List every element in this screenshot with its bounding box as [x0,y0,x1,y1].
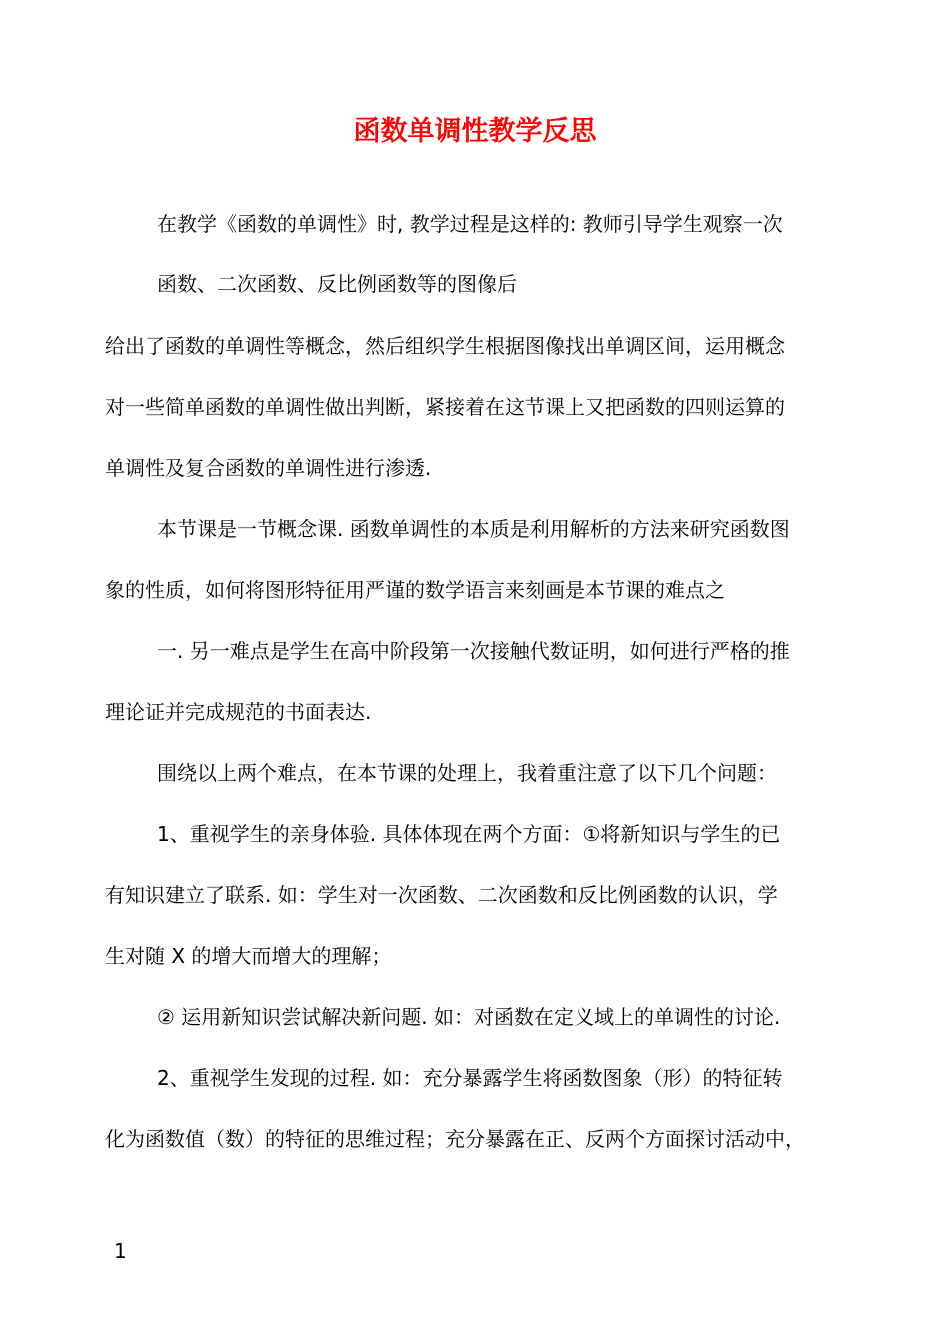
text-line: 一. 另一难点是学生在高中阶段第一次接触代数证明，如何进行严格的推 [157,639,790,663]
text-line: 有知识建立了联系. 如：学生对一次函数、二次函数和反比例函数的认识，学 [105,883,778,907]
text-line: 2、重视学生发现的过程. 如：充分暴露学生将函数图象（形）的特征转 [157,1066,783,1090]
text-line: 单调性及复合函数的单调性进行渗透. [105,456,432,480]
text-line: 函数、二次函数、反比例函数等的图像后 [157,272,517,296]
text-line: 理论证并完成规范的书面表达. [105,700,372,724]
text-line: 给出了函数的单调性等概念，然后组织学生根据图像找出单调区间，运用概念 [105,334,785,358]
text-line: 围绕以上两个难点，在本节课的处理上，我着重注意了以下几个问题： [157,761,777,785]
page-number: 1 [114,1239,127,1263]
text-line: 1、重视学生的亲身体验. 具体体现在两个方面：①将新知识与学生的已 [157,822,781,846]
text-line: 对一些简单函数的单调性做出判断，紧接着在这节课上又把函数的四则运算的 [105,395,785,419]
text-line: 在教学《函数的单调性》时, 教学过程是这样的: 教师引导学生观察一次 [157,212,783,236]
text-line: 象的性质，如何将图形特征用严谨的数学语言来刻画是本节课的难点之 [105,578,725,602]
page-title: 函数单调性教学反思 [353,116,597,147]
text-line: ② 运用新知识尝试解决新问题. 如：对函数在定义域上的单调性的讨论. [157,1005,781,1029]
text-line: 本节课是一节概念课. 函数单调性的本质是利用解析的方法来研究函数图 [157,517,790,541]
text-line: 生对随 X 的增大而增大的理解； [105,944,392,968]
text-line: 化为函数值（数）的特征的思维过程；充分暴露在正、反两个方面探讨活动中， [105,1127,805,1151]
